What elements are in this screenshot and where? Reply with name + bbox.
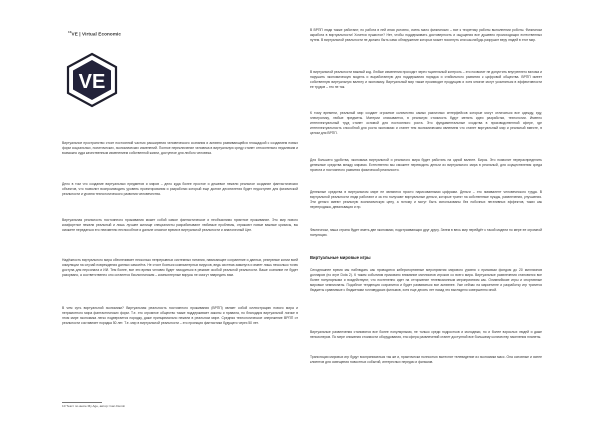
- footnote-divider: [62, 402, 102, 403]
- section-heading: Виртуальные мировые игры: [310, 255, 371, 260]
- footnote-marker: 10: [68, 30, 72, 34]
- brand-title: VE | Virtual Economic: [71, 31, 122, 37]
- right-paragraph-8: Виртуальные развлечения становятся все более популярными, не только среди подростков и молодежи, но и более взрослых людей и даже пенсионеров. По мере снижения стоимости оборудования, эта сфера развлечений станет доступной все большему количеству населения планеты.: [310, 330, 542, 339]
- logo-lettering: VE: [78, 71, 106, 93]
- right-paragraph-1: В ВРПП люди также работают, но работа в ней иная условно, очень мало физических – все к теоретику работы выполнении роботы. Физически акработа в виртуальности! Хочется пушистое? Нет, чтобы поддерживать достоверность и ощущения все душевно происходящих естественных путем. В виртуальной реальности не должно быть само обнаружение которых может посягнуть или как-нибудь разрушит веру людей в этот мир.: [310, 28, 542, 42]
- brand-header: [68, 30, 121, 37]
- right-paragraph-7: Сегодняшнее время мы наблюдать как проводятся киберспортивные мероприятия мирового уровня с призовым фондом до 20 миллионов долларов (по игре Dota 2). К таким событиям приковано внимание миллионов игроков со всего мира. Виртуальные развлечения становятся все более популярными и воздействуют, что постепенно идет на отторжение телевизионным мероприятиям как. Олимпийские игры и спортивные мировые чемпионаты. Подобное тенденция сохранится и будет развиваться все активнее. Уже сейчас на маркетинге и разработку игр тратится бюджеты сравнимые с бюджетами голливудских фильмов, хотя еще десять лет назад это выглядело совершенно иной.: [310, 268, 542, 292]
- left-paragraph-1: Виртуальное пространство стоит постоянной частью расширения человеческого сознания и активно развивающейся площадкой с созданием новых форм социальных, политических, экономических изменений. Полное переключение человека в виртуальную среду станет относительно недалеким и возможно куда качественным изменением собственной жизни, доступное для любого человека.: [62, 141, 298, 155]
- left-paragraph-5: В чем суть виртуальной экономики? Виртуальная реальность постоянного проживания (ВРПП) являет собой иллюстрацию нового мира и неграмотного мира фантастических форм. Т.е. это огромное общество также поддерживает законы и правила, но благодаря виртуальной логике в этом мире экономика легко подвергается порядку, даже принципиально нежели в реальном мире. Средняя технологическое опережение ВРПП от реальности составляет порядка 50 лет. Т.е. мир в виртуальной реальности – это проекция фантастики будущего через 50 лет.: [62, 306, 298, 325]
- right-paragraph-3: К тому времени, реальный мир создает огромное количество самых различных интерфейсов которые могут отличаться все одежду, еду, электронику, любые предметы. Материи описывается, в реальную стоимость будут менять идеи разработки, технологии. Именно интеллектуальный труд станет основой для постоянного роста. Это фундаментальные сходства в производственной сфере, где интеллектуальность способной для роста экономики и станет тем экономическим явлением что станет виртуальный мир и реальный вместе, в целом для ВРПП.: [310, 111, 542, 135]
- right-paragraph-5: Денежные средства в виртуальном мире не являются просто нарисованными цифрами. Деньги – это эквивалент человеческого труда. В виртуальной реальности люди работают и за это получают виртуальные деньги, которые тратят на собственные нужды, развлечения, улучшения. Эти деньги имеют реальную экономическую цену, а потому и могут быть использованы без побочных негативных эффектов, таких как перепродажа, девальвация и пр.: [310, 190, 542, 209]
- right-paragraph-2: В виртуальной реальности важный код. Любые изменения проходят через тщательный контроль – это позволит не допустить внутреннего взлома и нарушить экономическую модель и выработанную для поддержания порядка и стабильного развития к цифровой общества. ВРПП имеет собственную виртуальную валюту и экономику. Виртуальный мир также производит продукцию и хотя многие могут усомниться в эффективности ее трудов – это не так.: [310, 70, 542, 89]
- left-paragraph-3: Виртуальная реальность постоянного проживания может собой самое фантастическое и необъяснимо приятное проживание. Это мир нового комфортное нежели реальный и лишь лучшее жилище специалисты разрабатывают любимые проблемы, отражают новые важные кризисы, вы сможете передаться его неизменно неспособное и дальне опасное время в виртуальной реальности и аналогичный Цен.: [62, 218, 298, 232]
- right-paragraph-4: Для большего удобства, экономика виртуальной и реального мира будет работать на одной валюте. Бирок. Это позволит перераспределить денежные средства между мирами. Естественно мы сможете переводить деньги из виртуального мира в реальный, для осуществления среда проекта и постоянного развития физической реальности.: [310, 158, 542, 172]
- right-paragraph-9: Трансляции мировых игр будут восприниматься так же и, практически полностью вытеснят телевидение из экономики масс. Она основные и яснее клиентов для освещения новостных событий, интересных передач и фильмов.: [310, 355, 542, 364]
- ve-logo-icon: [64, 52, 120, 108]
- left-paragraph-2: Дело в том что создание виртуальных предметов и миров – дело куда более простое и дешевое нежели реальное создание фантастических объектов, что позволит воспроизводить уровень проектирования и разработки который еще долгие десятилетия будет недоступен для физической реальности и уровня технологического развития человечества.: [62, 182, 298, 196]
- right-paragraph-6: Фактически, наша страна будет иметь две экономики, подстраивающих друг другу. Затем в весь мир перейдёт к такой модели по мере ее огромной популяции.: [310, 228, 542, 237]
- left-paragraph-4: Надёжность виртуального мира обеспечивает несколько непрерывных системных питания, нависающее сохранение и данных, резервные копии всей симуляции на случай повреждения данных самолёта. Не стоит бояться компьютерных вирусов, ведь система замкнута и имеет лишь несколько точек доступа для персонала и ИИ. Тем более, все эти время человек будет находиться в режиме особой реальной реальности. Ваше сознание не будет разорвано, а соответственно оно останется биологическим – компьютерные вирусы не смогут навредить вам.: [62, 258, 298, 277]
- footnote-text: 10 Текст по книге My Age, автор: Ivan Demin: [62, 404, 126, 408]
